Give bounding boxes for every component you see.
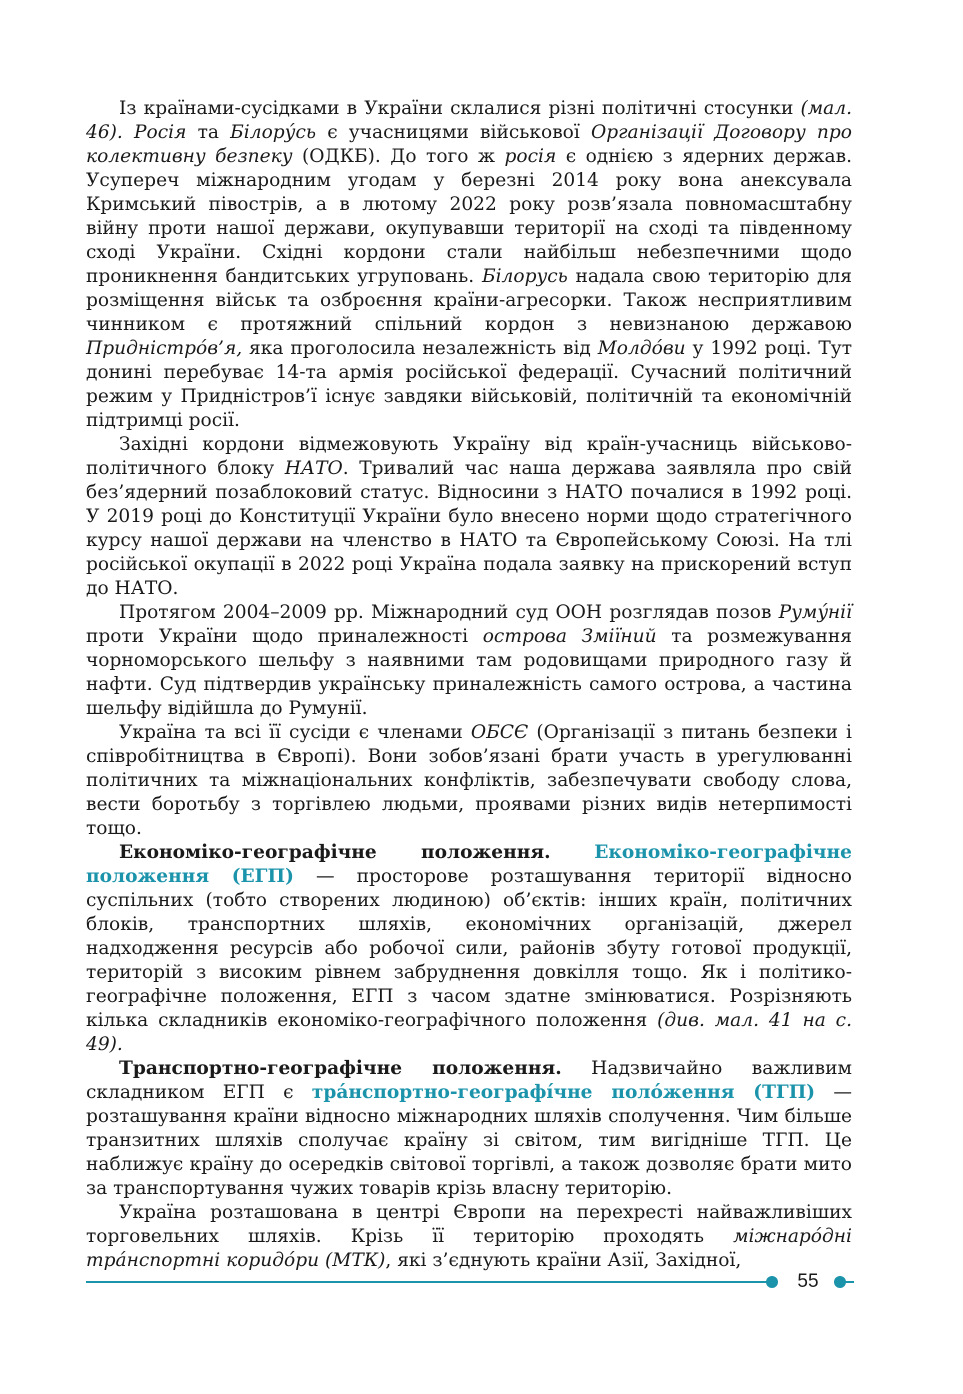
text-run: Із країнами-сусідками в України склалися різні політичні стосунки <box>119 98 801 119</box>
text-run: Організації Договору про колективну безпеку <box>86 122 852 167</box>
bullet-dot-icon <box>766 1276 778 1288</box>
text-run: є однією з ядерних держав. Усупереч міжнародним угодам у березні 2014 року вона анексувала Кримський півострів, а в лютому 2022 року розв’язала повномасштабну війну проти нашої держави, окупувавши території на сході та південному сході України. Східні кордони стали найбільш небезпечними щодо проникнення бандитських угруповань. <box>86 146 852 287</box>
text-run: Молдо́ви <box>597 338 686 359</box>
text-run: НАТО <box>284 458 343 479</box>
text-run: (ОДКБ). До того ж <box>292 146 505 167</box>
text-run: міжнаро́дні тра́нспортні коридо́ри (МТК) <box>86 1226 852 1271</box>
paragraph <box>86 1057 852 1201</box>
text-run: та розмежування чорноморського шельфу з наявними там родовищами природного газу й нафти. Суд підтвердив українську приналежність самого острова, а частина шельфу відійшла до Румунії. <box>86 626 852 719</box>
footer-rule <box>86 1281 766 1283</box>
text-run: та <box>186 122 231 143</box>
text-run: . Тривалий час наша держава заявляла про свій без’ядерний позаблоковий статус. Відносини з НАТО почалися в 1992 році. У 2019 році до Конституції України було внесено норми щодо стратегічного курсу нашої держави на членство в НАТО та Європейському Союзі. На тлі російської окупації в 2022 році Україна подала заявку на прискорений вступ до НАТО. <box>86 458 852 599</box>
text-run: Білору́сь <box>230 122 317 143</box>
text-run: Надзвичайно важливим складником ЕГП є <box>86 1058 852 1103</box>
text-run: яка проголосила незалежність від <box>242 338 598 359</box>
text-run: — розташування країни відносно міжнародних шляхів сполучення. Чим більше транзитних шляхів сполучає країну зі світом, тим вигідніше ТГП. Це наближує країну до осередків світової торгівлі, а також дозволяє брати мито за транспортування чужих товарів крізь власну територію. <box>86 1082 852 1199</box>
key-term: тра́нспортно-географі́чне поло́ження (ТГП) <box>311 1082 816 1103</box>
text-run: Україна розташована в центрі Європи на перехресті найважливіших торговельних шляхів. Крізь її територію проходять <box>86 1202 852 1247</box>
text-run: — просторове розташування території відносно суспільних (тобто створених людиною) об’єктів: інших країн, політичних блоків, транспортних шляхів, економічних організацій, джерел надходження ресурсів або робочої сили, районів збуту готової продукції, територій з високим рівнем забруднення довкілля тощо. Як і політико-географічне положення, ЕГП з часом здатне змінюватися. Розрізняють кілька складників економіко-географічного положення <box>86 866 852 1031</box>
text-run: Протягом 2004–2009 рр. Міжнародний суд ООН розглядав позов <box>119 602 779 623</box>
text-run: Румýнії <box>778 602 852 623</box>
page-number: 55 <box>797 1271 819 1292</box>
paragraph <box>86 721 852 841</box>
text-run: острова Зміїний <box>482 626 657 647</box>
text-run: проти України щодо приналежності <box>86 626 483 647</box>
text-run: Західні кордони відмежовують Україну від країн-учасниць військово-політичного блоку <box>86 434 852 479</box>
text-run: є учасницями військової <box>316 122 592 143</box>
text-run: Білорусь <box>481 266 568 287</box>
section-heading: Економіко-географічне положення. <box>119 842 551 863</box>
text-run: Придністро́в’я, <box>86 338 243 359</box>
paragraph <box>86 97 852 433</box>
text-run <box>551 842 595 863</box>
paragraph <box>86 433 852 601</box>
text-run: Україна та всі її сусіди є членами <box>119 722 471 743</box>
footer-rule-end <box>844 1281 854 1283</box>
text-run: ОБСЄ <box>470 722 529 743</box>
text-run: у 1992 році. Тут донині перебуває 14-та армія російської федерації. Сучасний політичний режим у Придністров’ї існує завдяки військовій, політичній та економічній підтримці росії. <box>86 338 852 431</box>
text-run: (мал. 46). Росія <box>86 98 852 143</box>
text-run: (див. мал. 41 на с. 49). <box>86 1010 852 1055</box>
text-run: (Організації з питань безпеки і співробітництва в Європі). Вони зобов’язані брати участь в урегулюванні політичних та міжнаціональних конфліктів, забезпечувати свободу слова, вести боротьбу з торгівлею людьми, проявами різних видів нетерпимості тощо. <box>86 722 852 839</box>
paragraph <box>86 841 852 1057</box>
page-footer <box>86 1270 852 1294</box>
paragraph <box>86 1201 852 1273</box>
text-run: , які з’єднують країни Азії, Західної, <box>385 1250 742 1271</box>
text-run: росія <box>504 146 557 167</box>
section-heading: Транспортно-географічне положення. <box>119 1058 562 1079</box>
key-term: Економіко-географічне положення (ЕГП) <box>86 842 852 887</box>
paragraph <box>86 601 852 721</box>
text-run: надала свою територію для розміщення військ та озброєння країни-агресорки. Також несприятливим чинником є протяжний спільний кордон з невизнаною державою <box>86 266 852 335</box>
page-body <box>86 97 852 1273</box>
